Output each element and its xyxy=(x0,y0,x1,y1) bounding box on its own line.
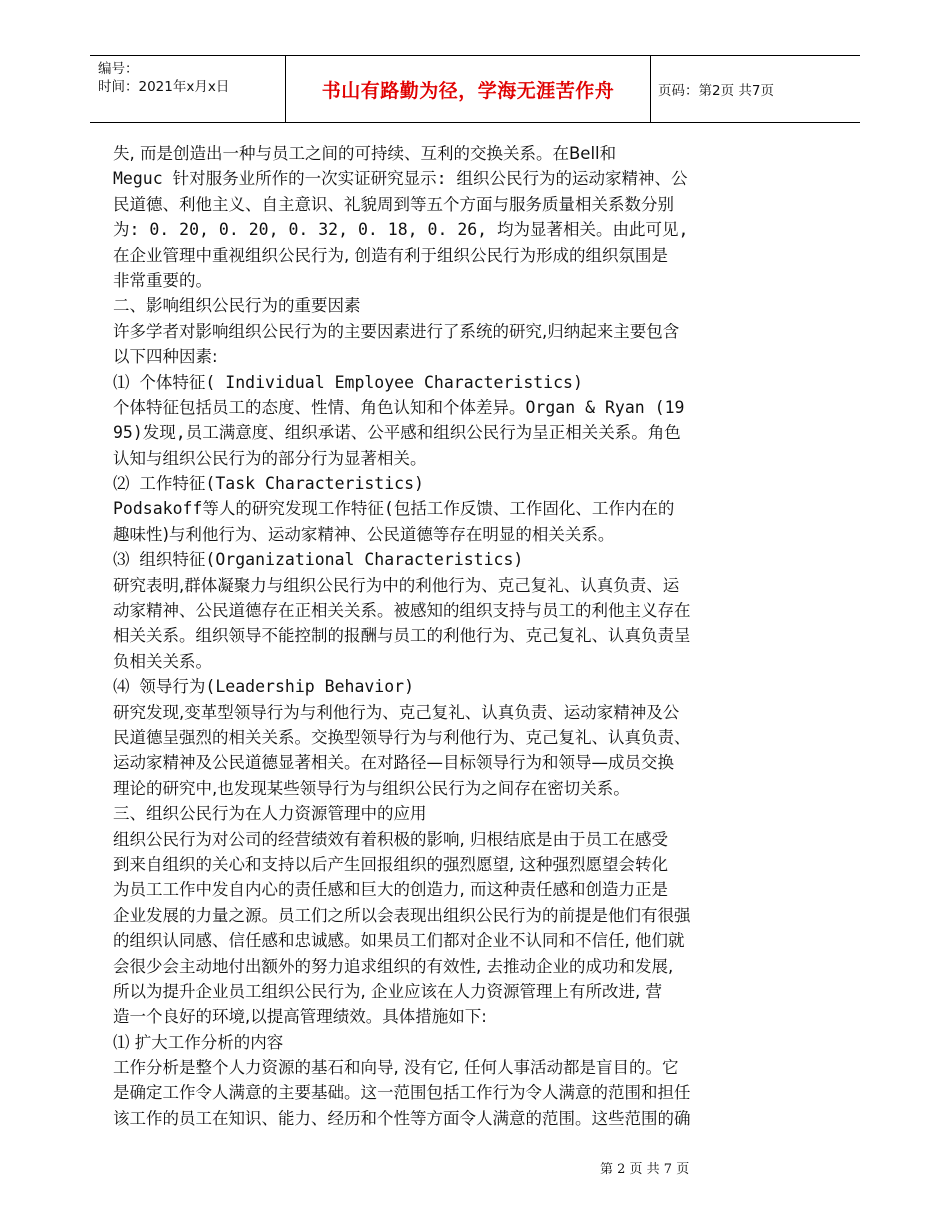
text-line: 民道德、利他主义、自主意识、礼貌周到等五个方面与服务质量相关系数分别 xyxy=(113,194,674,214)
header-meta xyxy=(98,60,283,96)
document-body xyxy=(113,141,773,1131)
text-line: ⑶ 组织特征(Organizational Characteristics) xyxy=(113,550,524,570)
text-line: 动家精神、公民道德存在正相关关系。被感知的组织支持与员工的利他主义存在 xyxy=(113,601,691,621)
text-line: Podsakoff等人的研究发现工作特征(包括工作反馈、工作固化、工作内在的 xyxy=(113,499,675,519)
text-line: 所以为提升企业员工组织公民行为, 企业应该在人力资源管理上有所改进, 营 xyxy=(113,981,662,1001)
text-line: ⑴ 个体特征( Individual Employee Characteristics) xyxy=(113,372,583,392)
text-line: 相关关系。组织领导不能控制的报酬与员工的利他行为、克己复礼、认真负责呈 xyxy=(113,626,691,646)
text-line: 的组织认同感、信任感和忠诚感。如果员工们都对企业不认同和不信任, 他们就 xyxy=(113,931,685,951)
text-line: 研究表明,群体凝聚力与组织公民行为中的利他行为、克己复礼、认真负责、运 xyxy=(113,575,680,595)
text-line: 研究发现,变革型领导行为与利他行为、克己复礼、认真负责、运动家精神及公 xyxy=(113,702,680,722)
text-line: 企业发展的力量之源。员工们之所以会表现出组织公民行为的前提是他们有很强 xyxy=(113,905,691,925)
text-line: 是确定工作令人满意的主要基础。这一范围包括工作行为令人满意的范围和担任 xyxy=(113,1083,691,1103)
text-line: 在企业管理中重视组织公民行为, 创造有利于组织公民行为形成的组织氛围是 xyxy=(113,245,668,265)
header-motto: 书山有路勤为径，学海无涯苦作舟 xyxy=(321,79,615,102)
text-line: 趣味性)与利他行为、运动家精神、公民道德等存在明显的相关关系。 xyxy=(113,524,615,544)
text-line: 三、组织公民行为在人力资源管理中的应用 xyxy=(113,804,427,824)
text-line: 非常重要的。 xyxy=(113,270,212,290)
text-line: 运动家精神及公民道德显著相关。在对路径—目标领导行为和领导—成员交换 xyxy=(113,753,674,773)
text-line: 造一个良好的环境,以提高管理绩效。具体措施如下: xyxy=(113,1007,487,1027)
text-line: ⑴ 扩大工作分析的内容 xyxy=(113,1032,284,1052)
text-line: 理论的研究中,也发现某些领导行为与组织公民行为之间存在密切关系。 xyxy=(113,778,630,798)
text-line: 为: 0. 20, 0. 20, 0. 32, 0. 18, 0. 26, 均为显著相关。由此可见, xyxy=(113,220,689,240)
header-divider-right xyxy=(650,56,651,122)
text-line: 二、影响组织公民行为的重要因素 xyxy=(113,296,361,316)
text-line: 失, 而是创造出一种与员工之间的可持续、互利的交换关系。在Bell和 xyxy=(113,144,617,163)
text-line: ⑷ 领导行为(Leadership Behavior) xyxy=(113,677,415,697)
text-line: 该工作的员工在知识、能力、经历和个性等方面令人满意的范围。这些范围的确 xyxy=(113,1108,691,1128)
text-line: 95)发现,员工满意度、组织承诺、公平感和组织公民行为呈正相关关系。角色 xyxy=(113,423,681,443)
text-line: 许多学者对影响组织公民行为的主要因素进行了系统的研究,归纳起来主要包含 xyxy=(113,321,680,341)
text-line: 工作分析是整个人力资源的基石和向导, 没有它, 任何人事活动都是盲目的。它 xyxy=(113,1058,679,1078)
text-line: 以下四种因素: xyxy=(113,347,218,367)
text-line: 认知与组织公民行为的部分行为显著相关。 xyxy=(113,448,427,468)
text-line: 民道德呈强烈的相关关系。交换型领导行为与利他行为、克己复礼、认真负责、 xyxy=(113,727,691,747)
text-line: 个体特征包括员工的态度、性情、角色认知和个体差异。Organ & Ryan (19 xyxy=(113,397,685,417)
text-line: 组织公民行为对公司的经营绩效有着积极的影响, 归根结底是由于员工在感受 xyxy=(113,829,668,849)
header-page-info: 页码：第2页 共7页 xyxy=(658,83,774,99)
text-line: 会很少会主动地付出额外的努力追求组织的有效性, 去推动企业的成功和发展, xyxy=(113,956,674,976)
text-line: 为员工工作中发自内心的责任感和巨大的创造力, 而这种责任感和创造力正是 xyxy=(113,880,668,900)
page-footer: 第 2 页 共 7 页 xyxy=(600,1162,690,1177)
text-line: Meguc 针对服务业所作的一次实证研究显示: 组织公民行为的运动家精神、公 xyxy=(113,169,688,189)
document-time-label: 时间：2021年x月x日 xyxy=(98,79,230,95)
document-number-label: 编号： xyxy=(98,61,139,77)
page-header xyxy=(90,55,860,123)
text-line: 负相关关系。 xyxy=(113,651,212,671)
text-line: 到来自组织的关心和支持以后产生回报组织的强烈愿望, 这种强烈愿望会转化 xyxy=(113,854,668,874)
text-line: ⑵ 工作特征(Task Characteristics) xyxy=(113,474,424,494)
